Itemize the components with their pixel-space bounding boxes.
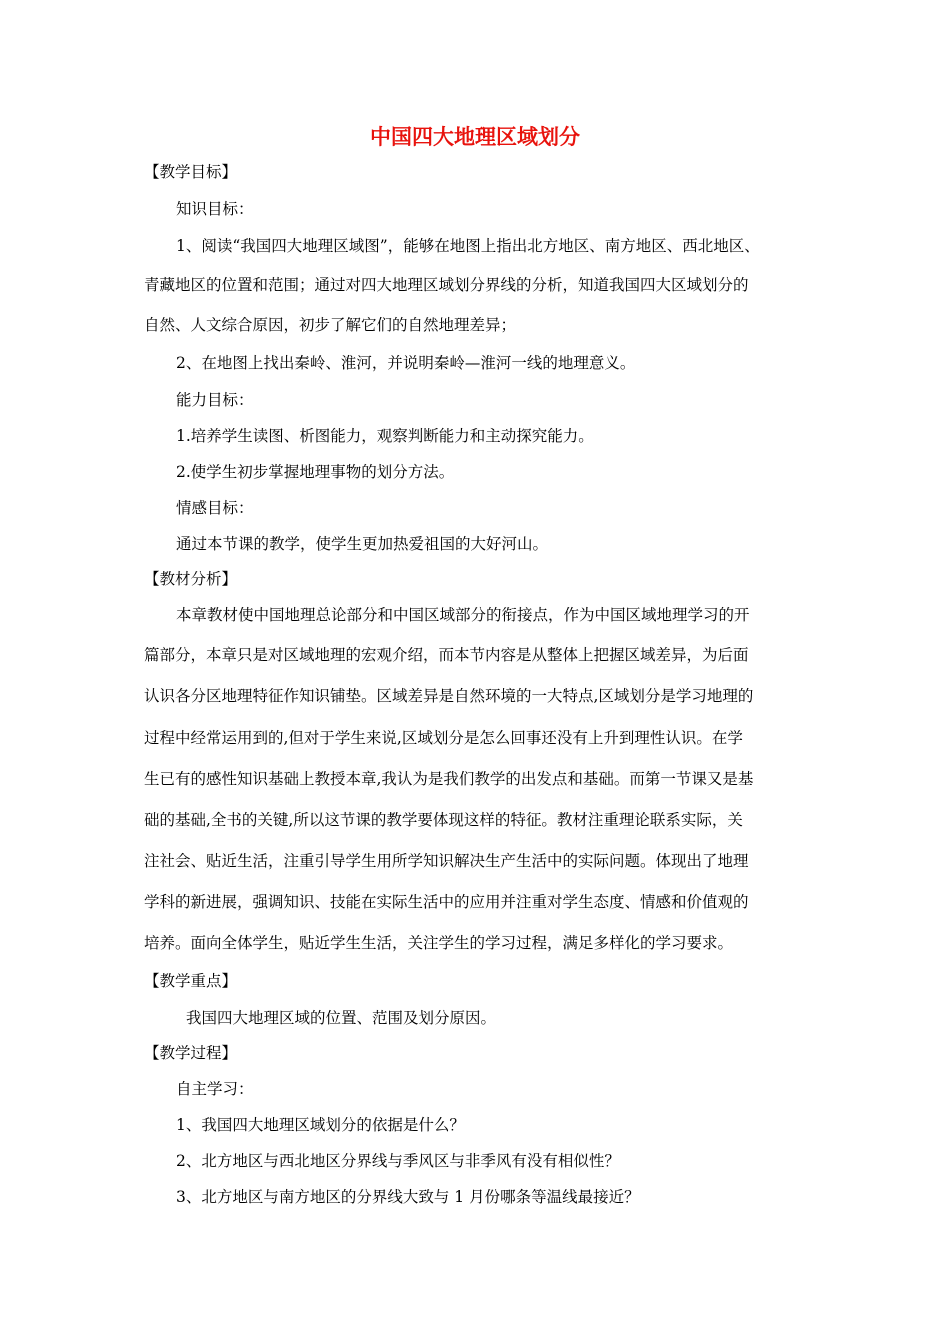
analysis-paragraph-line: 本章教材使中国地理总论部分和中国区域部分的衔接点，作为中国区域地理学习的开 xyxy=(176,606,750,624)
analysis-heading: 【教材分析】 xyxy=(144,570,238,588)
analysis-paragraph-line: 础的基础,全书的关键,所以这节课的教学要体现这样的特征。教材注重理论联系实际，关 xyxy=(144,811,743,829)
knowledge-item-1-line-2: 青藏地区的位置和范围；通过对四大地理区域划分界线的分析，知道我国四大区域划分的 xyxy=(144,276,749,294)
ability-item-1: 1.培养学生读图、析图能力，观察判断能力和主动探究能力。 xyxy=(176,427,594,445)
ability-objectives-label: 能力目标： xyxy=(176,391,254,409)
question-1: 1、我国四大地理区域划分的依据是什么？ xyxy=(176,1116,465,1134)
knowledge-item-1-line-1: 1、阅读“我国四大地理区域图”，能够在地图上指出北方地区、南方地区、西北地区、 xyxy=(176,237,760,255)
question-2: 2、北方地区与西北地区分界线与季风区与非季风有没有相似性？ xyxy=(176,1152,620,1170)
emotion-item-1: 通过本节课的教学，使学生更加热爱祖国的大好河山。 xyxy=(176,535,549,553)
knowledge-item-1-line-3: 自然、人文综合原因，初步了解它们的自然地理差异； xyxy=(144,316,517,334)
analysis-paragraph-line: 篇部分，本章只是对区域地理的宏观介绍，而本节内容是从整体上把握区域差异，为后面 xyxy=(144,646,749,664)
self-study-label: 自主学习： xyxy=(176,1080,254,1098)
analysis-paragraph-line: 过程中经常运用到的,但对于学生来说,区域划分是怎么回事还没有上升到理性认识。在学 xyxy=(144,729,743,747)
ability-item-2: 2.使学生初步掌握地理事物的划分方法。 xyxy=(176,463,455,481)
question-3: 3、北方地区与南方地区的分界线大致与 1 月份哪条等温线最接近？ xyxy=(176,1188,640,1206)
knowledge-item-2: 2、在地图上找出秦岭、淮河，并说明秦岭—淮河一线的地理意义。 xyxy=(176,354,636,372)
key-points-heading: 【教学重点】 xyxy=(144,972,238,990)
knowledge-objectives-label: 知识目标： xyxy=(176,200,254,218)
document-title: 中国四大地理区域划分 xyxy=(370,125,580,149)
emotion-objectives-label: 情感目标： xyxy=(176,499,254,517)
analysis-paragraph-line: 培养。面向全体学生，贴近学生生活，关注学生的学习过程，满足多样化的学习要求。 xyxy=(144,934,734,952)
process-heading: 【教学过程】 xyxy=(144,1044,238,1062)
objectives-heading: 【教学目标】 xyxy=(144,163,238,181)
analysis-paragraph-line: 生已有的感性知识基础上教授本章,我认为是我们教学的出发点和基础。而第一节课又是基 xyxy=(144,770,754,788)
analysis-paragraph-line: 认识各分区地理特征作知识铺垫。区域差异是自然环境的一大特点,区域划分是学习地理的 xyxy=(144,687,754,705)
analysis-paragraph-line: 注社会、贴近生活，注重引导学生用所学知识解决生产生活中的实际问题。体现出了地理 xyxy=(144,852,749,870)
analysis-paragraph-line: 学科的新进展，强调知识、技能在实际生活中的应用并注重对学生态度、情感和价值观的 xyxy=(144,893,749,911)
key-points-text: 我国四大地理区域的位置、范围及划分原因。 xyxy=(186,1009,497,1027)
